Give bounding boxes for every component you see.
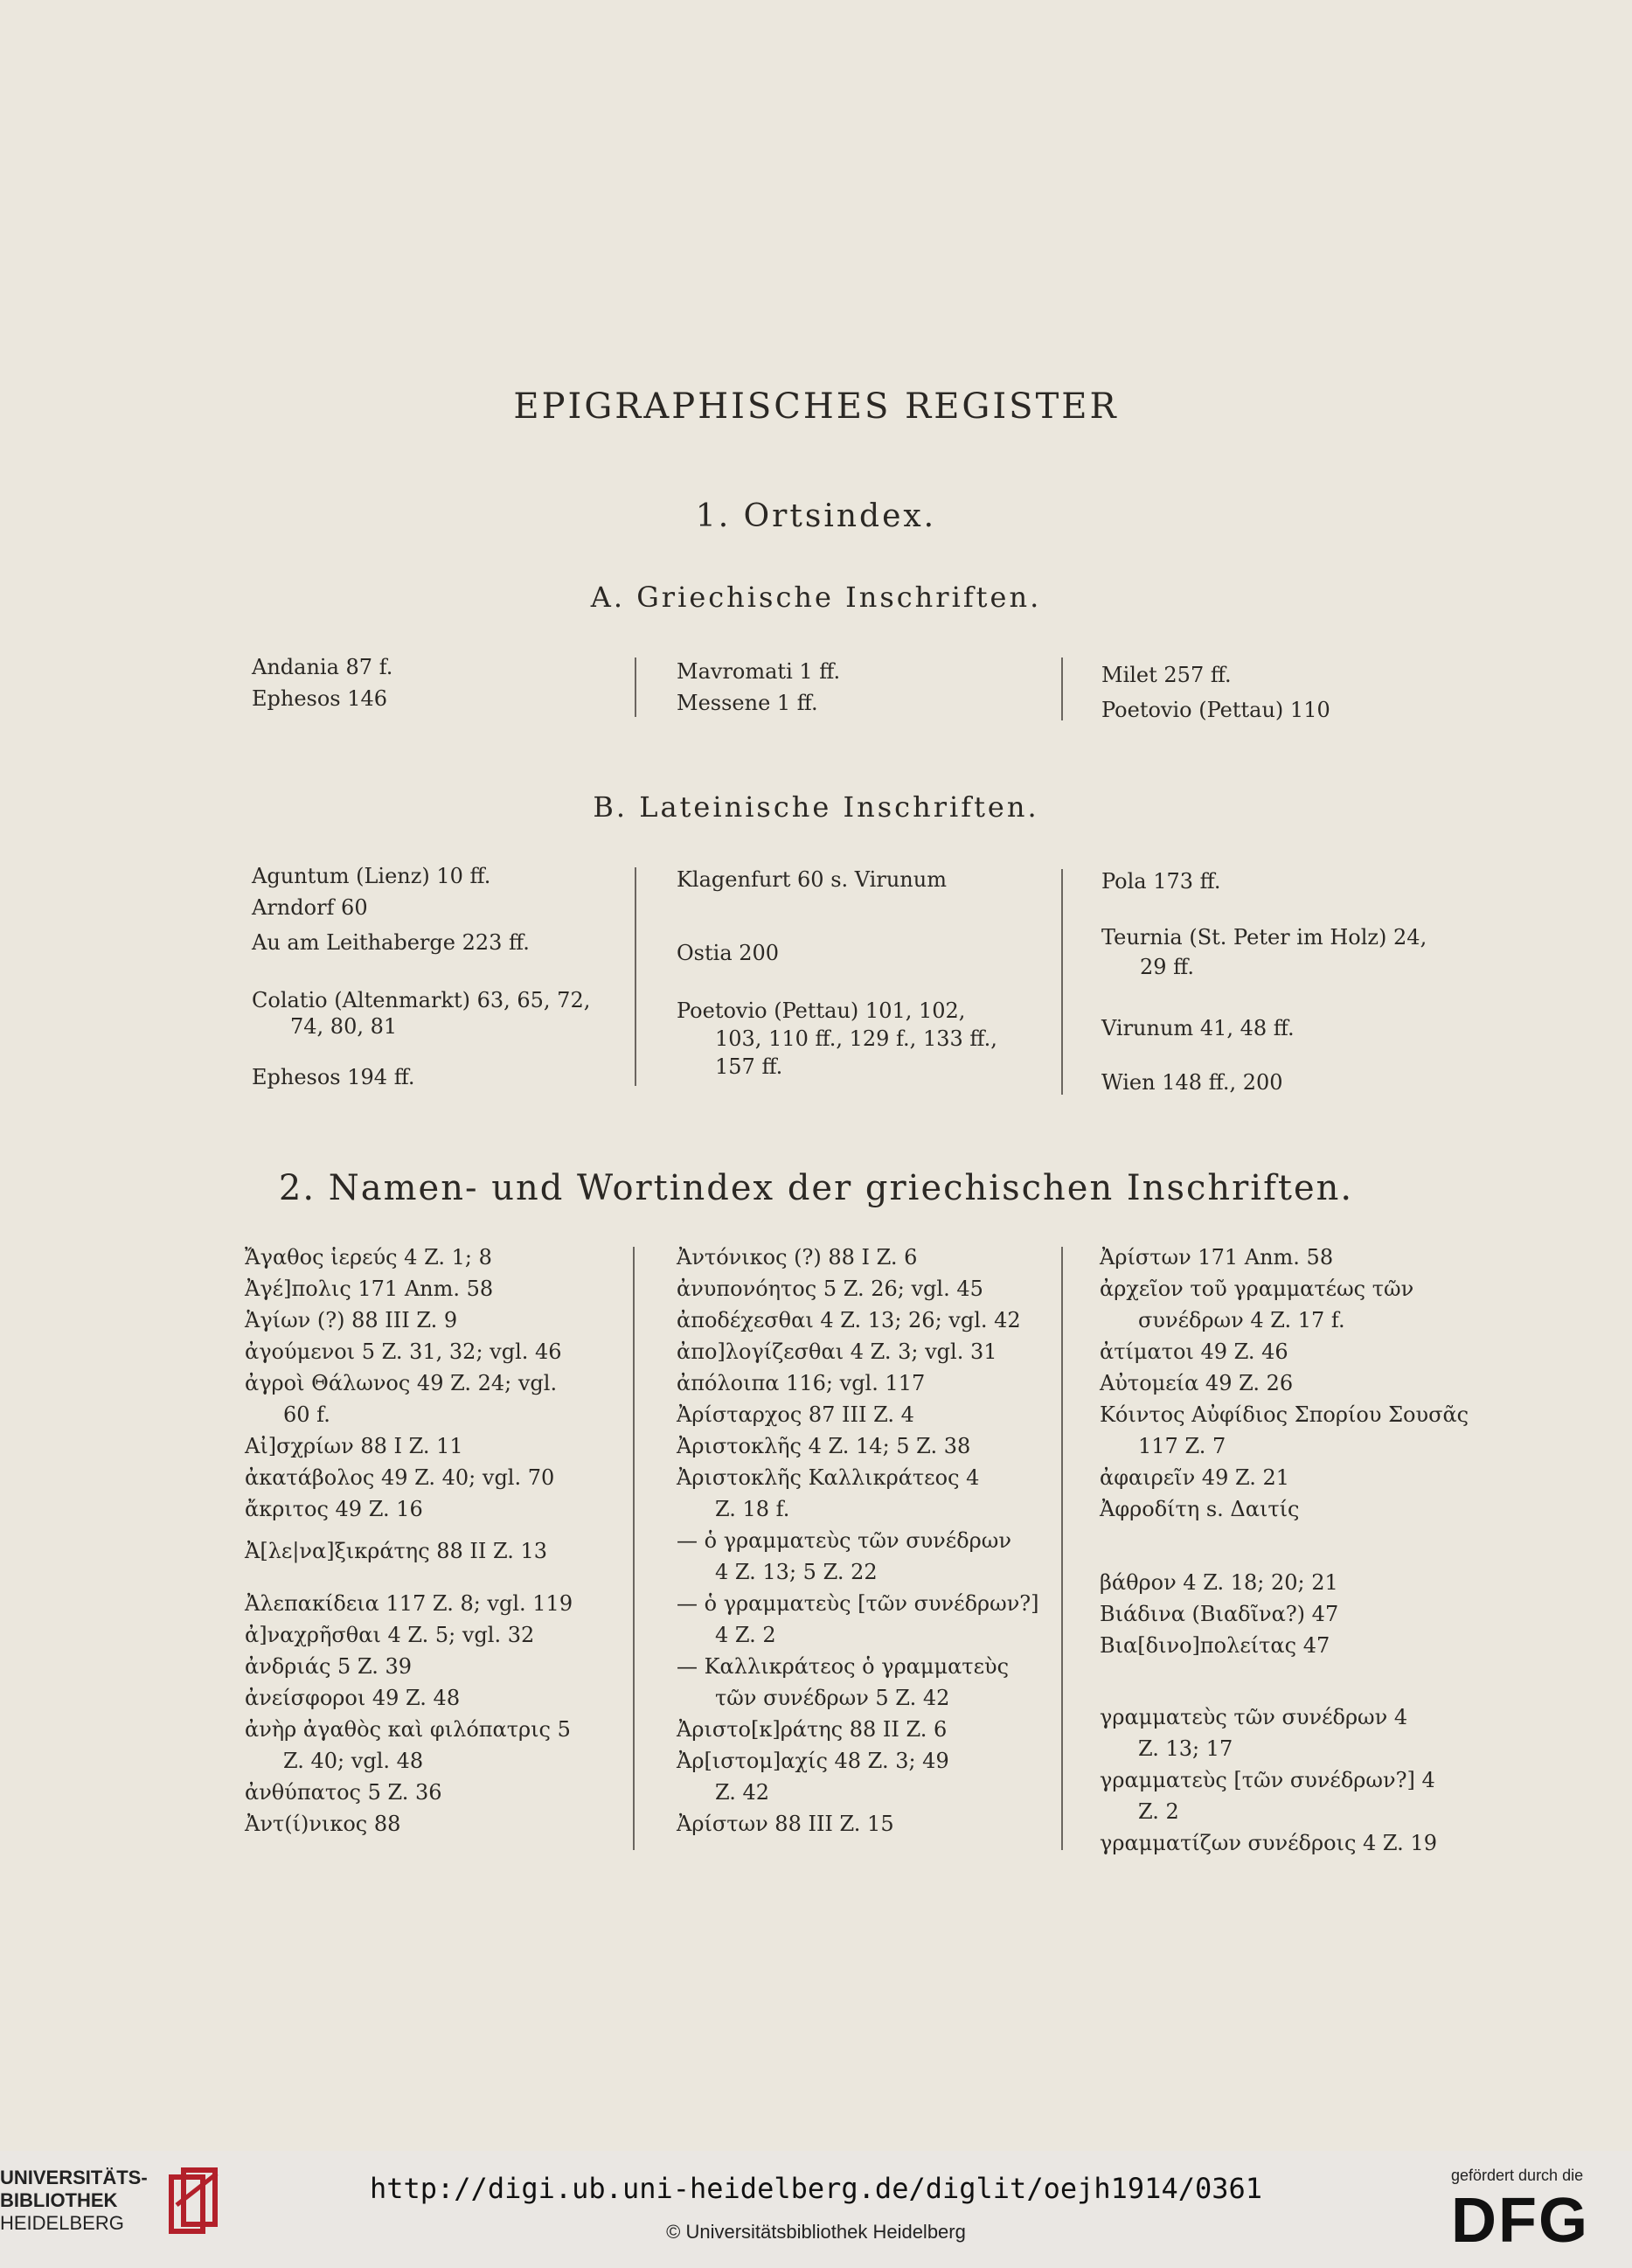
index-entry: Ἀρίστων 171 Anm. 58 [1100, 1245, 1334, 1270]
index-entry: Αὐτομεία 49 Z. 26 [1100, 1371, 1294, 1395]
index-entry: Ἀλεπακίδεια 117 Z. 8; vgl. 119 [245, 1591, 573, 1616]
index-entry: 157 ff. [715, 1054, 783, 1079]
index-entry: Ἀ[λε|να]ξικράτης 88 II Z. 13 [245, 1539, 548, 1563]
index-entry: 103, 110 ff., 129 f., 133 ff., [715, 1026, 997, 1051]
index-entry: Wien 148 ff., 200 [1101, 1070, 1283, 1095]
index-entry: 29 ff. [1140, 955, 1194, 979]
index-entry: ἀπο]λογίζεσθαι 4 Z. 3; vgl. 31 [677, 1339, 997, 1364]
index-entry: Κόιντος Αὐφίδιος Σπορίου Σουσᾶς [1100, 1402, 1469, 1427]
column-divider [1061, 1247, 1063, 1850]
page-title: EPIGRAPHISCHES REGISTER [513, 386, 1119, 427]
subheading-lateinische: B. Lateinische Inschriften. [593, 790, 1039, 824]
index-entry: Ἀριστο[κ]ράτης 88 II Z. 6 [677, 1717, 948, 1742]
column-divider [635, 657, 636, 717]
library-name-line: BIBLIOTHEK [0, 2189, 118, 2211]
index-entry: Βια[δινο]πολείτας 47 [1100, 1633, 1330, 1658]
index-entry: 4 Z. 2 [715, 1623, 776, 1647]
index-entry: Klagenfurt 60 s. Virunum [677, 867, 947, 892]
index-entry: Z. 40; vgl. 48 [283, 1749, 424, 1773]
index-entry: Ἀφροδίτη s. Δαιτίς [1100, 1497, 1300, 1521]
index-entry: Ephesos 194 ff. [252, 1065, 415, 1089]
section-heading-ortsindex: 1. Ortsindex. [695, 498, 937, 534]
index-entry: Ἀντόνικος (?) 88 I Z. 6 [677, 1245, 918, 1270]
index-entry: Ἀγέ]πολις 171 Anm. 58 [245, 1277, 494, 1301]
funding-label: gefördert durch die [1451, 2167, 1584, 2184]
section-heading-namenindex: 2. Namen- und Wortindex der griechischen Inschriften. [278, 1168, 1354, 1208]
index-entry: Ostia 200 [677, 941, 780, 965]
index-entry: συνέδρων 4 Z. 17 f. [1138, 1308, 1345, 1332]
index-entry: ἀγούμενοι 5 Z. 31, 32; vgl. 46 [245, 1339, 562, 1364]
index-entry: ἀνυπονόητος 5 Z. 26; vgl. 45 [677, 1277, 983, 1301]
index-entry: ἀκατάβολος 49 Z. 40; vgl. 70 [245, 1465, 555, 1490]
index-entry: Ἁγίων (?) 88 III Z. 9 [245, 1308, 458, 1332]
index-entry: Ἀρίσταρχος 87 III Z. 4 [677, 1402, 914, 1427]
index-entry: Teurnia (St. Peter im Holz) 24, [1101, 925, 1427, 950]
index-entry: ἀφαιρεῖν 49 Z. 21 [1100, 1465, 1290, 1490]
index-entry: — Καλλικράτεος ὁ γραμματεὺς [677, 1654, 1010, 1679]
index-entry: Mavromati 1 ff. [677, 659, 841, 684]
column-divider [1061, 657, 1063, 720]
dfg-logo: DFG [1451, 2186, 1589, 2256]
index-entry: Messene 1 ff. [677, 691, 818, 715]
index-entry: Z. 2 [1138, 1799, 1179, 1824]
permalink-url[interactable]: http://digi.ub.uni-heidelberg.de/diglit/oejh1914/0361 [369, 2172, 1263, 2205]
index-entry: Aguntum (Lienz) 10 ff. [252, 864, 491, 888]
index-entry: γραμματίζων συνέδροις 4 Z. 19 [1100, 1831, 1437, 1855]
index-entry: Αἰ]σχρίων 88 I Z. 11 [245, 1434, 463, 1458]
index-entry: Z. 13; 17 [1138, 1736, 1233, 1761]
index-entry: 4 Z. 13; 5 Z. 22 [715, 1560, 878, 1584]
index-entry: Milet 257 ff. [1101, 663, 1232, 687]
index-entry: 117 Z. 7 [1138, 1434, 1226, 1458]
index-entry: Ἀρίστων 88 III Z. 15 [677, 1812, 894, 1836]
index-entry: Ephesos 146 [252, 686, 388, 711]
library-name-line: HEIDELBERG [0, 2212, 124, 2234]
index-entry: ἀνείσφοροι 49 Z. 48 [245, 1686, 461, 1710]
index-entry: Z. 42 [715, 1780, 770, 1805]
index-entry: — ὁ γραμματεὺς τῶν συνέδρων [677, 1528, 1011, 1553]
copyright-text: © Universitätsbibliothek Heidelberg [666, 2221, 966, 2243]
index-entry: ἀγροὶ Θάλωνος 49 Z. 24; vgl. [245, 1371, 558, 1395]
index-entry: Poetovio (Pettau) 110 [1101, 698, 1330, 722]
index-entry: ἀρχεῖον τοῦ γραμματέως τῶν [1100, 1277, 1414, 1301]
column-divider [633, 1247, 635, 1850]
index-entry: Βιάδινα (Βιαδῖνα?) 47 [1100, 1602, 1339, 1626]
index-entry: Poetovio (Pettau) 101, 102, [677, 998, 966, 1023]
footer-bar [0, 2151, 1632, 2268]
index-entry: Colatio (Altenmarkt) 63, 65, 72, [252, 988, 591, 1012]
column-divider [1061, 869, 1063, 1095]
index-entry: — ὁ γραμματεὺς [τῶν συνέδρων?] [677, 1591, 1039, 1616]
index-entry: Virunum 41, 48 ff. [1101, 1016, 1295, 1040]
index-entry: Arndorf 60 [252, 895, 368, 920]
index-entry: Ἄγαθος ἱερεύς 4 Z. 1; 8 [245, 1245, 492, 1270]
index-entry: ἀνθύπατος 5 Z. 36 [245, 1780, 442, 1805]
index-entry: ἀ]ναχρῆσθαι 4 Z. 5; vgl. 32 [245, 1623, 535, 1647]
subheading-griechische: A. Griechische Inschriften. [590, 581, 1042, 614]
index-entry: Au am Leithaberge 223 ff. [252, 930, 530, 955]
index-entry: ἄκριτος 49 Z. 16 [245, 1497, 423, 1521]
index-entry: Ἀρ[ιστομ]αχίς 48 Z. 3; 49 [677, 1749, 949, 1773]
index-entry: Ἀριστοκλῆς Καλλικράτεος 4 [677, 1465, 980, 1490]
index-entry: Z. 18 f. [715, 1497, 790, 1521]
index-entry: Ἀντ(ί)νικος 88 [245, 1812, 401, 1836]
index-entry: 60 f. [283, 1402, 330, 1427]
index-entry: γραμματεὺς τῶν συνέδρων 4 [1100, 1705, 1408, 1729]
index-entry: Andania 87 f. [252, 655, 393, 679]
index-entry: ἀπόλοιπα 116; vgl. 117 [677, 1371, 926, 1395]
index-entry: Pola 173 ff. [1101, 869, 1221, 894]
index-entry: γραμματεὺς [τῶν συνέδρων?] 4 [1100, 1768, 1435, 1792]
column-divider [635, 867, 636, 1086]
index-entry: Ἀριστοκλῆς 4 Z. 14; 5 Z. 38 [677, 1434, 971, 1458]
index-entry: ἀποδέχεσθαι 4 Z. 13; 26; vgl. 42 [677, 1308, 1021, 1332]
index-entry: ἀνὴρ ἀγαθὸς καὶ φιλόπατρις 5 [245, 1717, 571, 1742]
library-name-line: UNIVERSITÄTS- [0, 2167, 148, 2188]
index-entry: βάθρον 4 Z. 18; 20; 21 [1100, 1570, 1338, 1595]
index-entry: τῶν συνέδρων 5 Z. 42 [715, 1686, 950, 1710]
index-entry: ἀτίματοι 49 Z. 46 [1100, 1339, 1288, 1364]
index-entry: 74, 80, 81 [290, 1014, 398, 1039]
index-entry: ἀνδριάς 5 Z. 39 [245, 1654, 412, 1679]
